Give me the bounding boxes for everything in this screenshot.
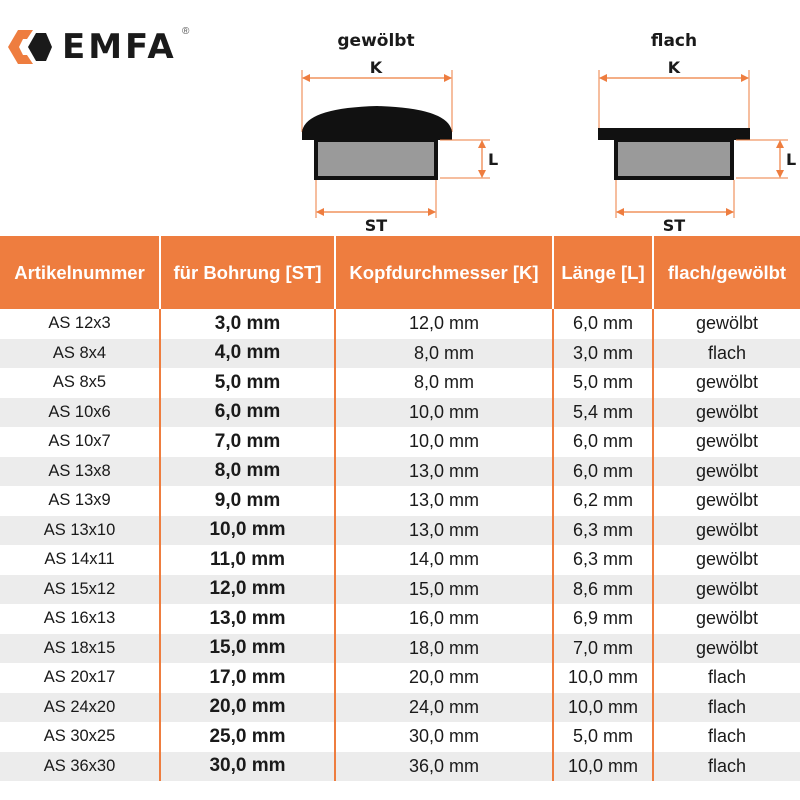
cell-article-number: AS 15x12 [0,575,160,605]
cell-length: 6,0 mm [553,309,653,339]
cell-bore: 25,0 mm [160,722,335,752]
cell-head-diameter: 12,0 mm [335,309,553,339]
table-row [0,339,800,369]
cell-bore: 10,0 mm [160,516,335,546]
cell-article-number: AS 8x4 [0,339,160,369]
technical-drawings [0,0,800,236]
cell-article-number: AS 13x10 [0,516,160,546]
table-row [0,398,800,428]
cell-shape: gewölbt [653,575,800,605]
cell-head-diameter: 15,0 mm [335,575,553,605]
domed-plug-drawing [302,31,498,235]
cell-shape: flach [653,693,800,723]
cell-shape: gewölbt [653,398,800,428]
product-table [0,236,800,781]
cell-length: 5,4 mm [553,398,653,428]
cell-bore: 3,0 mm [160,309,335,339]
cell-head-diameter: 36,0 mm [335,752,553,782]
cell-bore: 20,0 mm [160,693,335,723]
cell-length: 6,3 mm [553,516,653,546]
cell-head-diameter: 8,0 mm [335,368,553,398]
cell-article-number: AS 13x8 [0,457,160,487]
table-body [0,309,800,781]
table-row [0,457,800,487]
table-row [0,663,800,693]
cell-length: 7,0 mm [553,634,653,664]
cell-head-diameter: 13,0 mm [335,457,553,487]
table-row [0,722,800,752]
cell-article-number: AS 10x6 [0,398,160,428]
brand-name: EMFA [62,27,177,67]
cell-bore: 12,0 mm [160,575,335,605]
cell-article-number: AS 18x15 [0,634,160,664]
cell-bore: 15,0 mm [160,634,335,664]
cell-head-diameter: 16,0 mm [335,604,553,634]
registered-mark: ® [182,26,190,37]
cell-bore: 6,0 mm [160,398,335,428]
cell-shape: flach [653,722,800,752]
cell-length: 6,0 mm [553,427,653,457]
cell-bore: 17,0 mm [160,663,335,693]
cell-shape: flach [653,752,800,782]
cell-length: 6,2 mm [553,486,653,516]
cell-head-diameter: 30,0 mm [335,722,553,752]
domed-st-label: ST [364,216,388,235]
cell-bore: 11,0 mm [160,545,335,575]
table-row [0,427,800,457]
table-row [0,752,800,782]
cell-article-number: AS 20x17 [0,663,160,693]
flat-st-label: ST [662,216,686,235]
cell-bore: 5,0 mm [160,368,335,398]
cell-length: 10,0 mm [553,693,653,723]
cell-article-number: AS 8x5 [0,368,160,398]
cell-shape: flach [653,663,800,693]
cell-head-diameter: 8,0 mm [335,339,553,369]
cell-length: 10,0 mm [553,752,653,782]
table-row [0,545,800,575]
header-head-diameter: Kopfdurchmesser [K] [335,236,553,309]
table-header-row [0,236,800,309]
cell-head-diameter: 14,0 mm [335,545,553,575]
cell-bore: 9,0 mm [160,486,335,516]
cell-length: 10,0 mm [553,663,653,693]
cell-shape: gewölbt [653,634,800,664]
domed-k-label: K [369,58,383,77]
cell-bore: 4,0 mm [160,339,335,369]
cell-bore: 7,0 mm [160,427,335,457]
cell-article-number: AS 14x11 [0,545,160,575]
cell-length: 3,0 mm [553,339,653,369]
cell-shape: gewölbt [653,368,800,398]
cell-article-number: AS 16x13 [0,604,160,634]
cell-article-number: AS 12x3 [0,309,160,339]
cell-length: 5,0 mm [553,368,653,398]
header-article-number: Artikelnummer [0,236,160,309]
table-row [0,516,800,546]
table-row [0,368,800,398]
cell-length: 6,0 mm [553,457,653,487]
cell-length: 6,9 mm [553,604,653,634]
cell-length: 8,6 mm [553,575,653,605]
cell-bore: 13,0 mm [160,604,335,634]
table-row [0,486,800,516]
flat-title: flach [650,31,698,51]
cell-head-diameter: 13,0 mm [335,516,553,546]
header-length: Länge [L] [553,236,653,309]
cell-shape: gewölbt [653,486,800,516]
cell-bore: 8,0 mm [160,457,335,487]
cell-shape: gewölbt [653,604,800,634]
cell-article-number: AS 30x25 [0,722,160,752]
cell-head-diameter: 10,0 mm [335,427,553,457]
table-row [0,693,800,723]
table-row [0,575,800,605]
cell-bore: 30,0 mm [160,752,335,782]
table-row [0,634,800,664]
cell-shape: flach [653,339,800,369]
cell-head-diameter: 18,0 mm [335,634,553,664]
cell-shape: gewölbt [653,516,800,546]
cell-article-number: AS 13x9 [0,486,160,516]
cell-head-diameter: 24,0 mm [335,693,553,723]
cell-article-number: AS 10x7 [0,427,160,457]
domed-title: gewölbt [337,31,415,51]
cell-shape: gewölbt [653,309,800,339]
flat-plug-drawing [598,31,796,235]
cell-head-diameter: 20,0 mm [335,663,553,693]
cell-shape: gewölbt [653,427,800,457]
table-row [0,309,800,339]
cell-length: 5,0 mm [553,722,653,752]
cell-shape: gewölbt [653,545,800,575]
domed-l-label: L [488,150,499,169]
table-row [0,604,800,634]
cell-head-diameter: 13,0 mm [335,486,553,516]
header-bore: für Bohrung [ST] [160,236,335,309]
cell-length: 6,3 mm [553,545,653,575]
cell-shape: gewölbt [653,457,800,487]
cell-head-diameter: 10,0 mm [335,398,553,428]
flat-l-label: L [786,150,797,169]
header-shape: flach/gewölbt [653,236,800,309]
cell-article-number: AS 36x30 [0,752,160,782]
flat-k-label: K [667,58,681,77]
cell-article-number: AS 24x20 [0,693,160,723]
